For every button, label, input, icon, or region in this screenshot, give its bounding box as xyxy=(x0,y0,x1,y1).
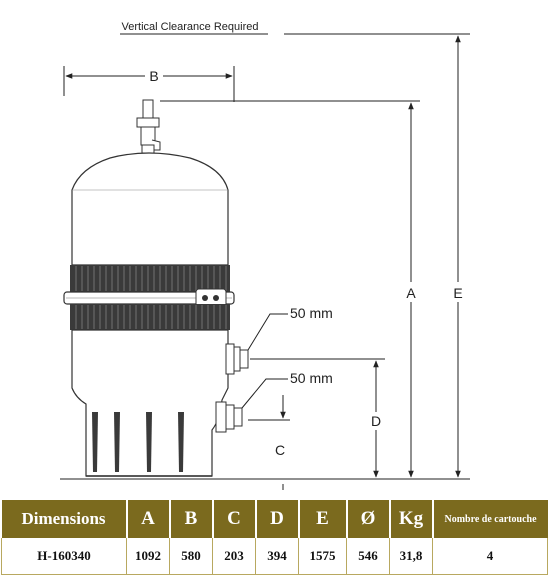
outlet-label: 50 mm xyxy=(290,370,333,386)
cell-model: H-160340 xyxy=(2,538,127,575)
header-d: D xyxy=(256,500,299,538)
inlet-label: 50 mm xyxy=(290,305,333,321)
header-kg: Kg xyxy=(390,500,433,538)
clearance-label: Vertical Clearance Required xyxy=(121,21,259,33)
dimension-c xyxy=(248,395,290,490)
dimension-b xyxy=(64,66,234,102)
cell-cartridge-count: 4 xyxy=(433,538,548,575)
label-a: A xyxy=(406,285,416,301)
dimension-a xyxy=(406,103,416,477)
air-relief-valve xyxy=(137,100,160,153)
inlet-port xyxy=(226,344,248,374)
header-dimensions: Dimensions xyxy=(2,500,127,538)
header-e: E xyxy=(299,500,347,538)
header-c: C xyxy=(213,500,256,538)
dimension-e xyxy=(453,36,462,477)
table-row xyxy=(2,538,548,575)
cell-a: 1092 xyxy=(127,538,170,575)
cell-b: 580 xyxy=(170,538,213,575)
dimensions-table xyxy=(1,500,548,575)
vertical-clearance-marker xyxy=(120,21,470,34)
label-d: D xyxy=(370,413,382,429)
table-header-row xyxy=(2,500,548,538)
cell-kg: 31,8 xyxy=(390,538,433,575)
header-a: A xyxy=(127,500,170,538)
header-b: B xyxy=(170,500,213,538)
outlet-callout xyxy=(242,370,333,408)
label-e: E xyxy=(453,285,463,301)
header-cartridge-count: Nombre de cartouche xyxy=(433,500,548,538)
filter-body xyxy=(64,100,234,476)
inlet-callout xyxy=(248,305,333,350)
cell-c: 203 xyxy=(213,538,256,575)
cell-e: 1575 xyxy=(299,538,347,575)
label-c: C xyxy=(274,442,286,458)
outlet-port xyxy=(216,402,242,432)
cell-diameter: 546 xyxy=(347,538,390,575)
header-diameter: Ø xyxy=(347,500,390,538)
label-b: B xyxy=(149,68,159,84)
cell-d: 394 xyxy=(256,538,299,575)
